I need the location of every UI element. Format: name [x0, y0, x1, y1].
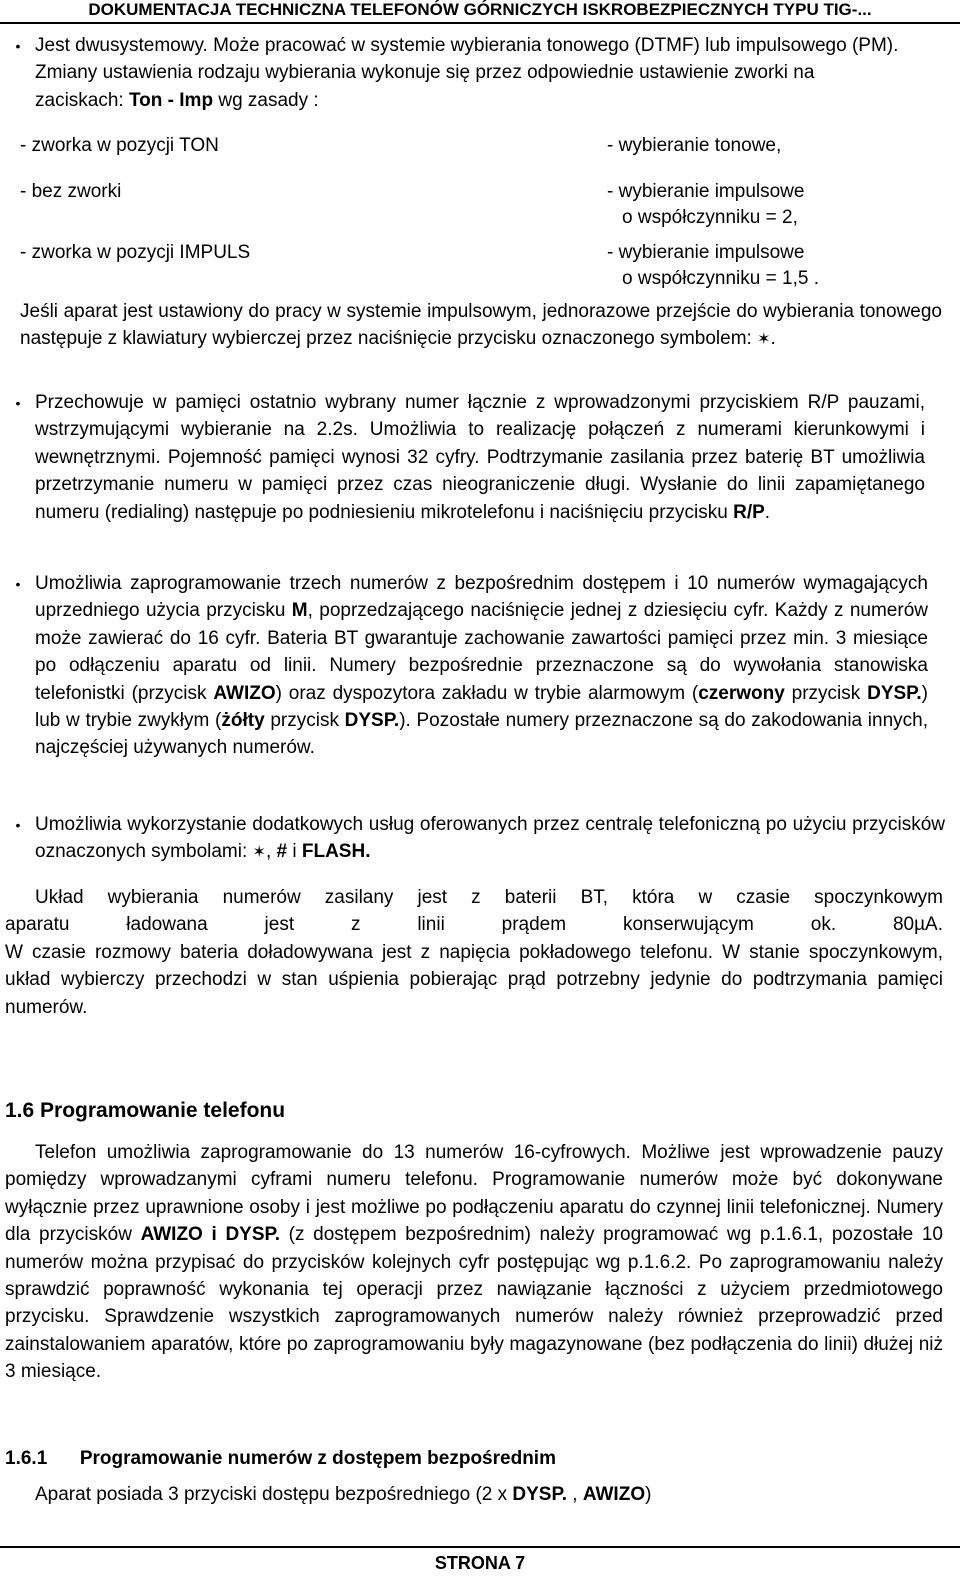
- setting-right-none-coef: o współczynniku = 2,: [622, 207, 798, 228]
- subsection-title: Programowanie numerów z dostępem bezpośrednim: [79, 1448, 556, 1469]
- awizo-button-label: AWIZO: [582, 1484, 646, 1505]
- subsection-heading: [5, 1448, 556, 1470]
- m-button-label: M: [291, 600, 308, 622]
- document-header: DOKUMENTACJA TECHNICZNA TELEFONÓW GÓRNICZYCH ISKROBEZPIECZNYCH TYPU TIG-...: [0, 0, 960, 24]
- section-title: Programowanie telefonu: [40, 1099, 286, 1122]
- bullet-text-end: wg zasady :: [213, 89, 319, 111]
- dysp-button-label: DYSP.: [225, 1224, 281, 1246]
- star-symbol-icon: ✶: [757, 331, 771, 349]
- page-footer: STRONA 7: [0, 1546, 960, 1585]
- awizo-button-label: AWIZO: [213, 682, 276, 704]
- section-paragraph: Telefon umożliwia zaprogramowanie do 13 numerów 16-cyfrowych. Możliwe jest wprowadzenie pauzy pomiędzy wprowadzanymi cyframi numeru telefonu. Programowanie numerów może być dokonywane wyłącznie przez uprawnione osoby i jest możliwe po podłączeniu aparatu do czynnej linii telefonicznej. Numery dla przycisków AWIZO i DYSP. (z dostępem bezpośrednim) należy programować wg p.1.6.1, pozostałe 10 numerów można przypisać do przycisków kolejnych cyfr postępując wg p.1.6.2. Po zaprogramowaniu należy sprawdzić poprawność wykonania tej operacji przez nawiązanie łączności z użyciem przedmiotowego przycisku. Sprawdzenie wszystkich zaprogramowanych numerów należy również przeprowadzić przed zainstalowaniem aparatów, które po zaprogramowaniu były magazynowane (bez podłączenia do linii) dłużej niż 3 miesiące.: [5, 1142, 943, 1383]
- setting-right-impuls: - wybieranie impulsowe: [607, 242, 805, 263]
- rp-button-label: R/P: [733, 501, 765, 523]
- setting-right-ton: - wybieranie tonowe,: [607, 135, 782, 156]
- dysp-button-label: DYSP.: [867, 682, 922, 704]
- dysp-button-label: DYSP.: [344, 710, 400, 732]
- bullet-extra-services: Umożliwia wykorzystanie dodatkowych usług oferowanych przez centralę telefoniczną po użyciu przycisków oznaczonych symbolami: ✶, # i FLASH.: [35, 814, 945, 863]
- awizo-button-label: AWIZO: [140, 1224, 203, 1246]
- impulse-note: Jeśli aparat jest ustawiony do pracy w systemie impulsowym, jednorazowe przejście do wybierania tonowego następuje z klawiatury wybierczej przez naciśnięcie przycisku oznaczonego symbolem: ✶.: [20, 301, 942, 350]
- bullet-redial-memory: Przechowuje w pamięci ostatnio wybrany numer łącznie z wprowadzonymi przyciskiem R/P pauzami, wstrzymującymi wybieranie na 2.2s. Umożliwia to realizację połączeń z numerami kierunkowymi i wewnętrznymi. Pojemność pamięci wynosi 32 cyfry. Podtrzymanie zasilania przez baterię BT umożliwia przetrzymanie numeru w pamięci przez czas nieograniczenie długi. Wysłanie do linii zapamiętanego numeru (redialing) następuje po podniesieniu mikrotelefonu i naciśnięciu przycisku R/P.: [35, 392, 925, 523]
- yellow-label: żółty: [221, 710, 265, 732]
- setting-left-ton: - zworka w pozycji TON: [20, 135, 219, 156]
- flash-button-label: FLASH.: [301, 841, 371, 863]
- section-number: 1.6: [5, 1099, 35, 1122]
- bullet-dialing-system: [35, 32, 905, 114]
- dysp-button-label: DYSP.: [512, 1484, 567, 1505]
- power-paragraph: Układ wybierania numerów zasilany jest z baterii BT, która w czasie spoczynkowym aparatu ładowana jest z linii prądem konserwującym ok. 80µA. W czasie rozmowy bateria doładowywana jest z napięcia pokładowego telefonu. W stanie spoczynkowym, układ wybierczy przechodzi w stan uśpienia pobierając prąd potrzebny jedynie do podtrzymania pamięci numerów.: [5, 887, 943, 1018]
- subsection-text: Aparat posiada 3 przyciski dostępu bezpośredniego (2 x DYSP. , AWIZO): [35, 1484, 652, 1505]
- bullet-marker: •: [15, 576, 21, 592]
- red-label: czerwony: [698, 682, 785, 704]
- section-heading: [5, 1099, 285, 1123]
- hash-symbol: #: [276, 841, 288, 863]
- setting-left-none: - bez zworki: [20, 181, 122, 202]
- bullet-text: Jest dwusystemowy. Może pracować w systemie wybierania tonowego (DTMF) lub impulsowego (PM). Zmiany ustawienia rodzaju wybierania wykonuje się przez odpowiednie ustawienie zworki na zaciskach:: [35, 35, 899, 111]
- star-symbol-icon: ✶: [252, 844, 266, 862]
- setting-right-impuls-coef: o współczynniku = 1,5 .: [622, 268, 819, 289]
- setting-left-impuls: - zworka w pozycji IMPULS: [20, 242, 251, 263]
- jumper-terminal-label: Ton - Imp: [128, 89, 214, 111]
- bullet-marker: •: [15, 38, 21, 54]
- bullet-marker: •: [15, 395, 21, 411]
- bullet-speed-dial: Umożliwia zaprogramowanie trzech numerów z bezpośrednim dostępem i 10 numerów wymagających uprzedniego użycia przycisku M, poprzedzającego naciśnięcie jednej z dziesięciu cyfr. Każdy z numerów może zawierać do 16 cyfr. Bateria BT gwarantuje zachowanie zawartości pamięci przez min. 3 miesiące po odłączeniu aparatu od linii. Numery bezpośrednie przeznaczone są do wywołania stanowiska telefonistki (przycisk AWIZO) oraz dyspozytora zakładu w trybie alarmowym (czerwony przycisk DYSP.) lub w trybie zwykłym (żółty przycisk DYSP.). Pozostałe numery przeznaczone są do zakodowania innych, najczęściej używanych numerów.: [35, 573, 928, 759]
- subsection-number: 1.6.1: [5, 1448, 48, 1469]
- setting-right-none: - wybieranie impulsowe: [607, 181, 805, 202]
- bullet-marker: •: [15, 817, 21, 833]
